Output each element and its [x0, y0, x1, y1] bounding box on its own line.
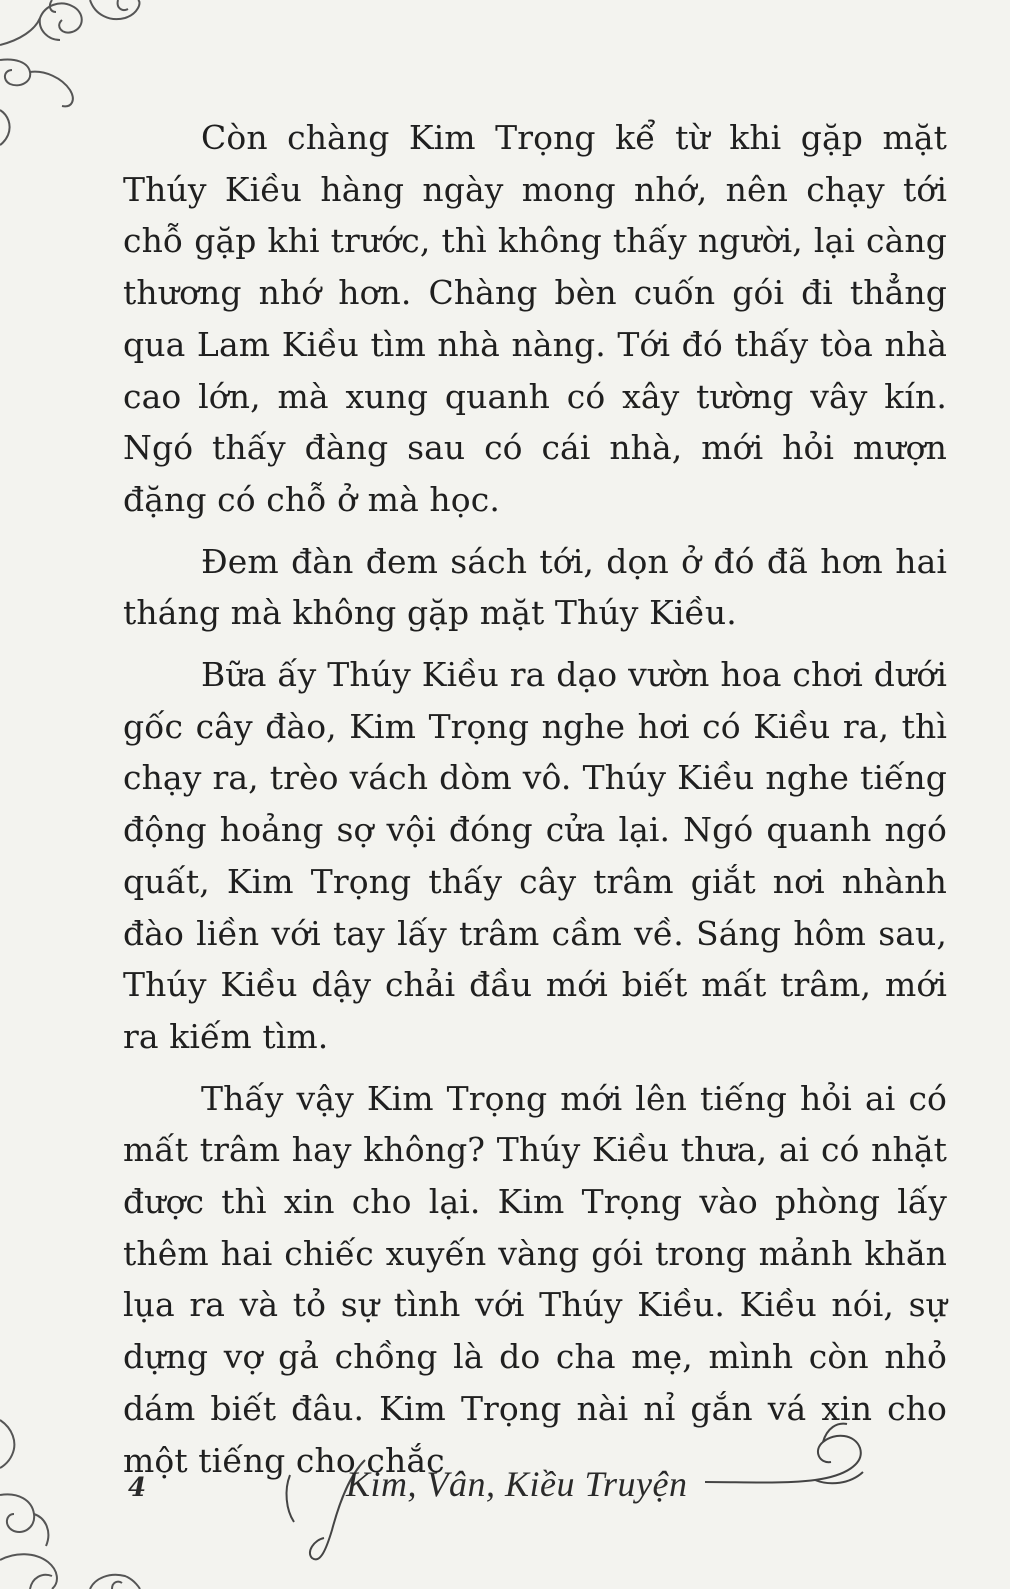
paragraph: Còn chàng Kim Trọng kể từ khi gặp mặt Thúy Kiều hàng ngày mong nhớ, nên chạy tới chỗ gặp khi trước, thì không thấy người, lại càng thương nhớ hơn. Chàng bèn cuốn gói đi thẳng qua Lam Kiều tìm nhà nàng. Tới đó thấy tòa nhà cao lớn, mà xung quanh có xây tường vây kín. Ngó thấy đàng sau có cái nhà, mới hỏi mượn đặng có chỗ ở mà học.	[123, 118, 947, 519]
paragraph: Bữa ấy Thúy Kiều ra dạo vườn hoa chơi dưới gốc cây đào, Kim Trọng nghe hơi có Kiều ra, thì chạy ra, trèo vách dòm vô. Thúy Kiều nghe tiếng động hoảng sợ vội đóng cửa lại. Ngó quanh ngó quất, Kim Trọng thấy cây trâm giắt nơi nhành đào liền với tay lấy trâm cầm về. Sáng hôm sau, Thúy Kiều dậy chải đầu mới biết mất trâm, mới ra kiếm tìm.	[123, 655, 947, 1056]
paragraph: Thấy vậy Kim Trọng mới lên tiếng hỏi ai có mất trâm hay không? Thúy Kiều thưa, ai có nhặt được thì xin cho lại. Kim Trọng vào phòng lấy thêm hai chiếc xuyến vàng gói trong mảnh khăn lụa ra và tỏ sự tình với Thúy Kiều. Kiều nói, sự dựng vợ gả chồng là do cha mẹ, mình còn nhỏ dám biết đâu. Kim Trọng nài nỉ gắn vá xin cho một tiếng cho chắc	[123, 1078, 947, 1480]
paragraph: Đem đàn đem sách tới, dọn ở đó đã hơn hai tháng mà không gặp mặt Thúy Kiều.	[123, 541, 947, 633]
body-text	[123, 112, 947, 1496]
page-number: 4	[128, 1473, 147, 1503]
running-title: Kim, Vân, Kiều Truyện	[346, 1464, 688, 1504]
